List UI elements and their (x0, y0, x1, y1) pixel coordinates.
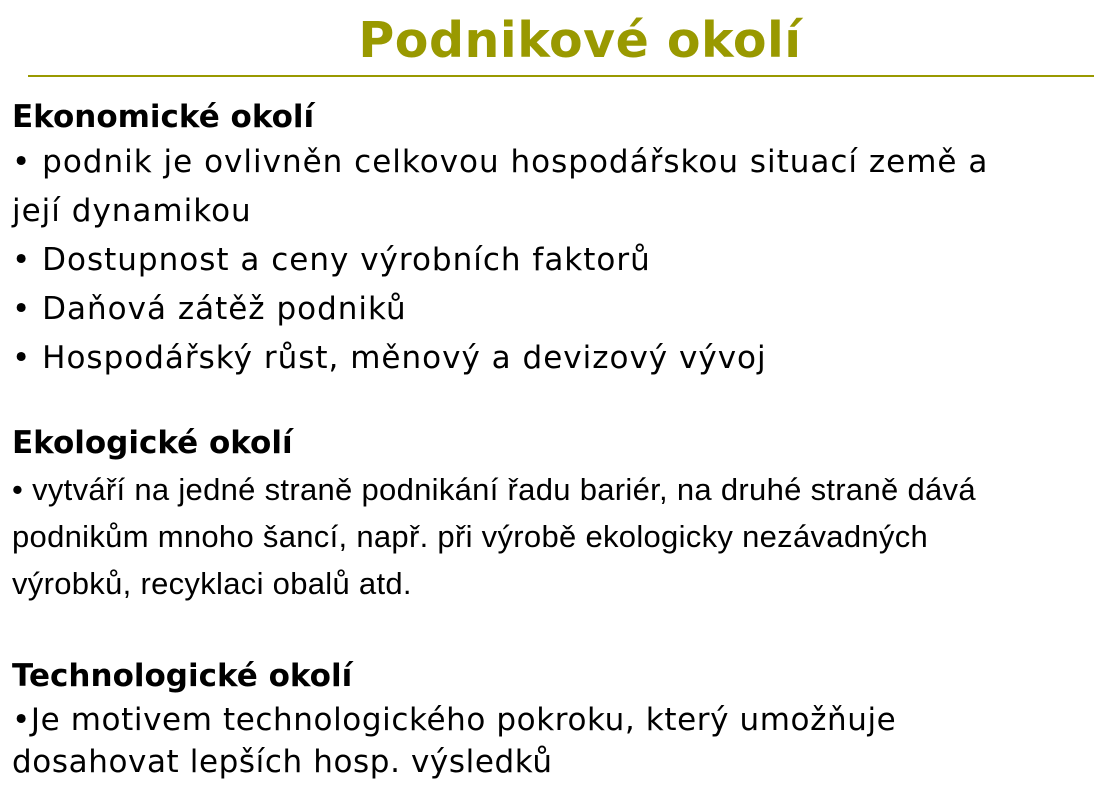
list-item: •Je motivem technologického pokroku, který umožňuje dosahovat lepších hosp. výsledků (12, 702, 897, 780)
list-item: • Dostupnost a ceny výrobních faktorů (12, 242, 651, 278)
list-item: • Hospodářský růst, měnový a devizový vývoj (12, 340, 767, 376)
list-item: • Daňová zátěž podniků (12, 291, 407, 327)
section-heading-economic: Ekonomické okolí (12, 99, 315, 135)
slide-content (12, 96, 1102, 780)
ecological-list (12, 466, 1102, 607)
list-item: • vytváří na jedné straně podnikání řadu bariér, na druhé straně dává podnikům mnoho šancí, např. při výrobě ekologicky nezávadných výrobků, recyklaci obalů atd. (12, 472, 976, 601)
economic-list (12, 138, 1102, 383)
section-ecological (12, 420, 1102, 607)
slide-title: Podnikové okolí (358, 12, 802, 69)
section-heading-ecological: Ekologické okolí (12, 425, 293, 461)
list-item: • podnik je ovlivněn celkovou hospodářskou situací země a její dynamikou (12, 144, 989, 229)
technological-list (12, 699, 1102, 783)
section-heading-technological: Technologické okolí (12, 658, 353, 694)
title-divider (28, 75, 1094, 77)
section-technological (12, 653, 1102, 783)
section-economic (12, 96, 1102, 383)
